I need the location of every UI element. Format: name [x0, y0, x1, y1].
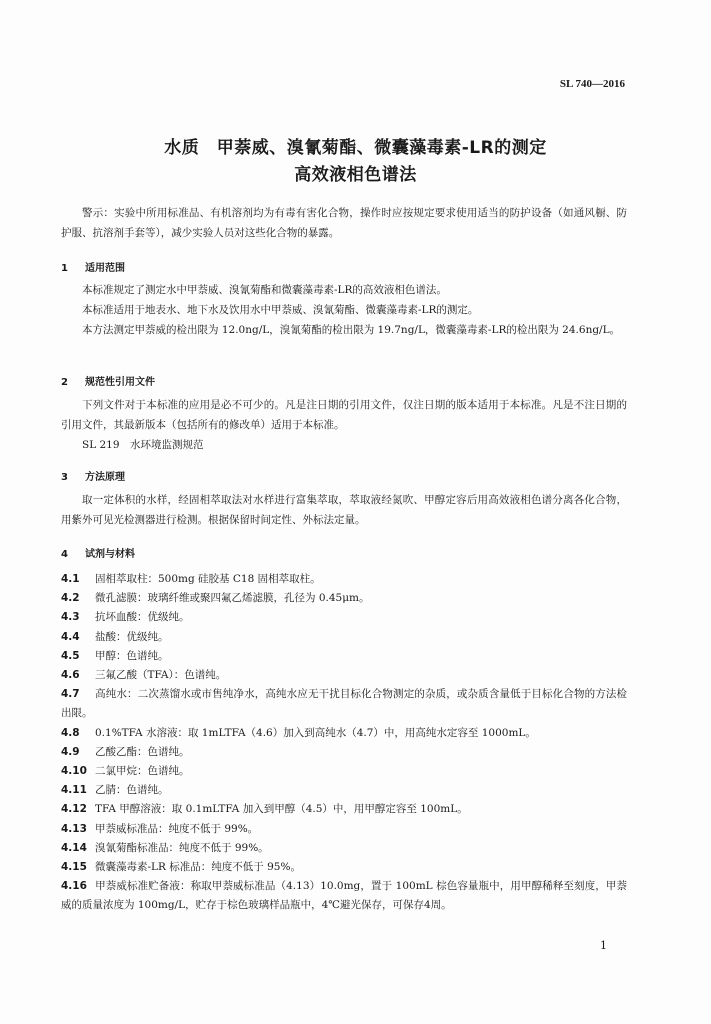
- item-text: 三氟乙酸（TFA）：色谱纯。: [95, 669, 227, 682]
- section-number: 2: [61, 377, 68, 388]
- item-text: 甲醇：色谱纯。: [95, 649, 169, 662]
- item-text: 溴氰菊酯标准品：纯度不低于 99%。: [95, 841, 269, 854]
- item-number: 4.5: [61, 649, 80, 662]
- list-item: [61, 762, 627, 781]
- item-number: 4.1: [61, 573, 80, 585]
- item-text: 微囊藻毒素-LR 标准品：纯度不低于 95%。: [95, 861, 301, 874]
- item-number: 4.11: [61, 784, 87, 797]
- item-text: 乙腈：色谱纯。: [95, 784, 169, 797]
- warning-paragraph: 警示：实验中所用标准品、有机溶剂均为有毒有害化合物，操作时应按规定要求使用适当的防护设备（如通风橱、防护服、抗溶剂手套等），减少实验人员对这些化合物的暴露。: [61, 207, 627, 239]
- section-title: 适用范围: [85, 263, 125, 274]
- principle-paragraph: 取一定体积的水样，经固相萃取法对水样进行富集萃取，萃取液经氮吹、甲醇定容后用高效液相色谱分离各化合物，用紫外可见光检测器进行检测。根据保留时间定性、外标法定量。: [61, 494, 627, 526]
- item-number: 4.3: [61, 611, 80, 624]
- list-item: [61, 589, 627, 608]
- list-item: [61, 666, 627, 685]
- list-item: [61, 877, 627, 915]
- section-number: 3: [61, 472, 68, 483]
- item-text: 甲萘威标准贮备液：称取甲萘威标准品（4.13）10.0mg，置于 100mL 棕色容量瓶中，用甲醇稀释至刻度，甲萘威的质量浓度为 100mg/L，贮存于棕色玻璃样品瓶中，4℃避光保存，可保存4周。: [61, 880, 627, 912]
- section-heading-reagents: [61, 545, 135, 560]
- standard-code: SL 740—2016: [559, 78, 625, 90]
- list-item: [61, 647, 627, 666]
- document-subtitle: 高效液相色谱法: [294, 165, 417, 185]
- document-title: 水质 甲萘威、溴氰菊酯、微囊藻毒素-LR的测定: [164, 138, 547, 158]
- list-item: [61, 839, 627, 858]
- item-number: 4.6: [61, 669, 80, 682]
- reagent-list: [61, 570, 627, 916]
- list-item: [61, 781, 627, 800]
- scope-paragraph-2: 本标准适用于地表水、地下水及饮用水中甲萘威、溴氰菊酯、微囊藻毒素-LR的测定。: [82, 304, 479, 316]
- item-text: 甲萘威标准品：纯度不低于 99%。: [95, 822, 259, 835]
- list-item: [61, 820, 627, 839]
- section-heading-scope: [61, 259, 125, 274]
- item-number: 4.16: [61, 880, 87, 893]
- item-text: 二氯甲烷：色谱纯。: [95, 765, 190, 778]
- list-item: [61, 724, 627, 743]
- item-number: 4.4: [61, 630, 80, 643]
- section-number: 1: [61, 263, 68, 274]
- item-number: 4.14: [61, 841, 87, 854]
- page-number: 1: [600, 939, 607, 952]
- item-text: 抗坏血酸：优级纯。: [95, 611, 190, 624]
- item-text: 0.1%TFA 水溶液：取 1mLTFA（4.6）加入到高纯水（4.7）中，用高纯水定容至 1000mL。: [95, 726, 536, 739]
- list-item: [61, 800, 627, 819]
- item-text: 微孔滤膜：玻璃纤维或聚四氟乙烯滤膜，孔径为 0.45μm。: [95, 592, 370, 605]
- item-number: 4.8: [61, 726, 80, 739]
- section-number: 4: [61, 549, 68, 560]
- item-number: 4.12: [61, 803, 87, 816]
- list-item: [61, 685, 627, 723]
- item-number: 4.7: [61, 688, 80, 701]
- item-number: 4.15: [61, 861, 87, 874]
- item-number: 4.13: [61, 822, 87, 835]
- item-text: 高纯水：二次蒸馏水或市售纯净水，高纯水应无干扰目标化合物测定的杂质，或杂质含量低于目标化合物的方法检出限。: [61, 688, 627, 720]
- item-text: TFA 甲醇溶液：取 0.1mLTFA 加入到甲醇（4.5）中，用甲醇定容至 100mL。: [95, 803, 468, 816]
- section-heading-principle: [61, 468, 125, 483]
- item-text: 盐酸：优级纯。: [95, 630, 169, 643]
- item-number: 4.9: [61, 745, 80, 758]
- section-title: 试剂与材料: [85, 549, 135, 560]
- list-item: [61, 858, 627, 877]
- item-number: 4.10: [61, 765, 87, 778]
- referenced-standard: SL 219 水环境监测规范: [82, 439, 204, 451]
- list-item: [61, 743, 627, 762]
- list-item: [61, 570, 627, 589]
- item-number: 4.2: [61, 592, 80, 605]
- list-item: [61, 628, 627, 647]
- section-title: 规范性引用文件: [85, 377, 155, 388]
- section-heading-references: [61, 373, 155, 388]
- scope-paragraph-1: 本标准规定了测定水中甲萘威、溴氰菊酯和微囊藻毒素-LR的高效液相色谱法。: [82, 284, 447, 296]
- section-title: 方法原理: [85, 472, 125, 483]
- references-paragraph: 下列文件对于本标准的应用是必不可少的。凡是注日期的引用文件，仅注日期的版本适用于本标准。凡是不注日期的引用文件，其最新版本（包括所有的修改单）适用于本标准。: [61, 399, 627, 431]
- item-text: 固相萃取柱：500mg 硅胶基 C18 固相萃取柱。: [95, 573, 321, 585]
- scope-paragraph-3: 本方法测定甲萘威的检出限为 12.0ng/L，溴氰菊酯的检出限为 19.7ng/L，微囊藻毒素-LR的检出限为 24.6ng/L。: [82, 324, 621, 336]
- list-item: [61, 608, 627, 627]
- item-text: 乙酸乙酯：色谱纯。: [95, 745, 190, 758]
